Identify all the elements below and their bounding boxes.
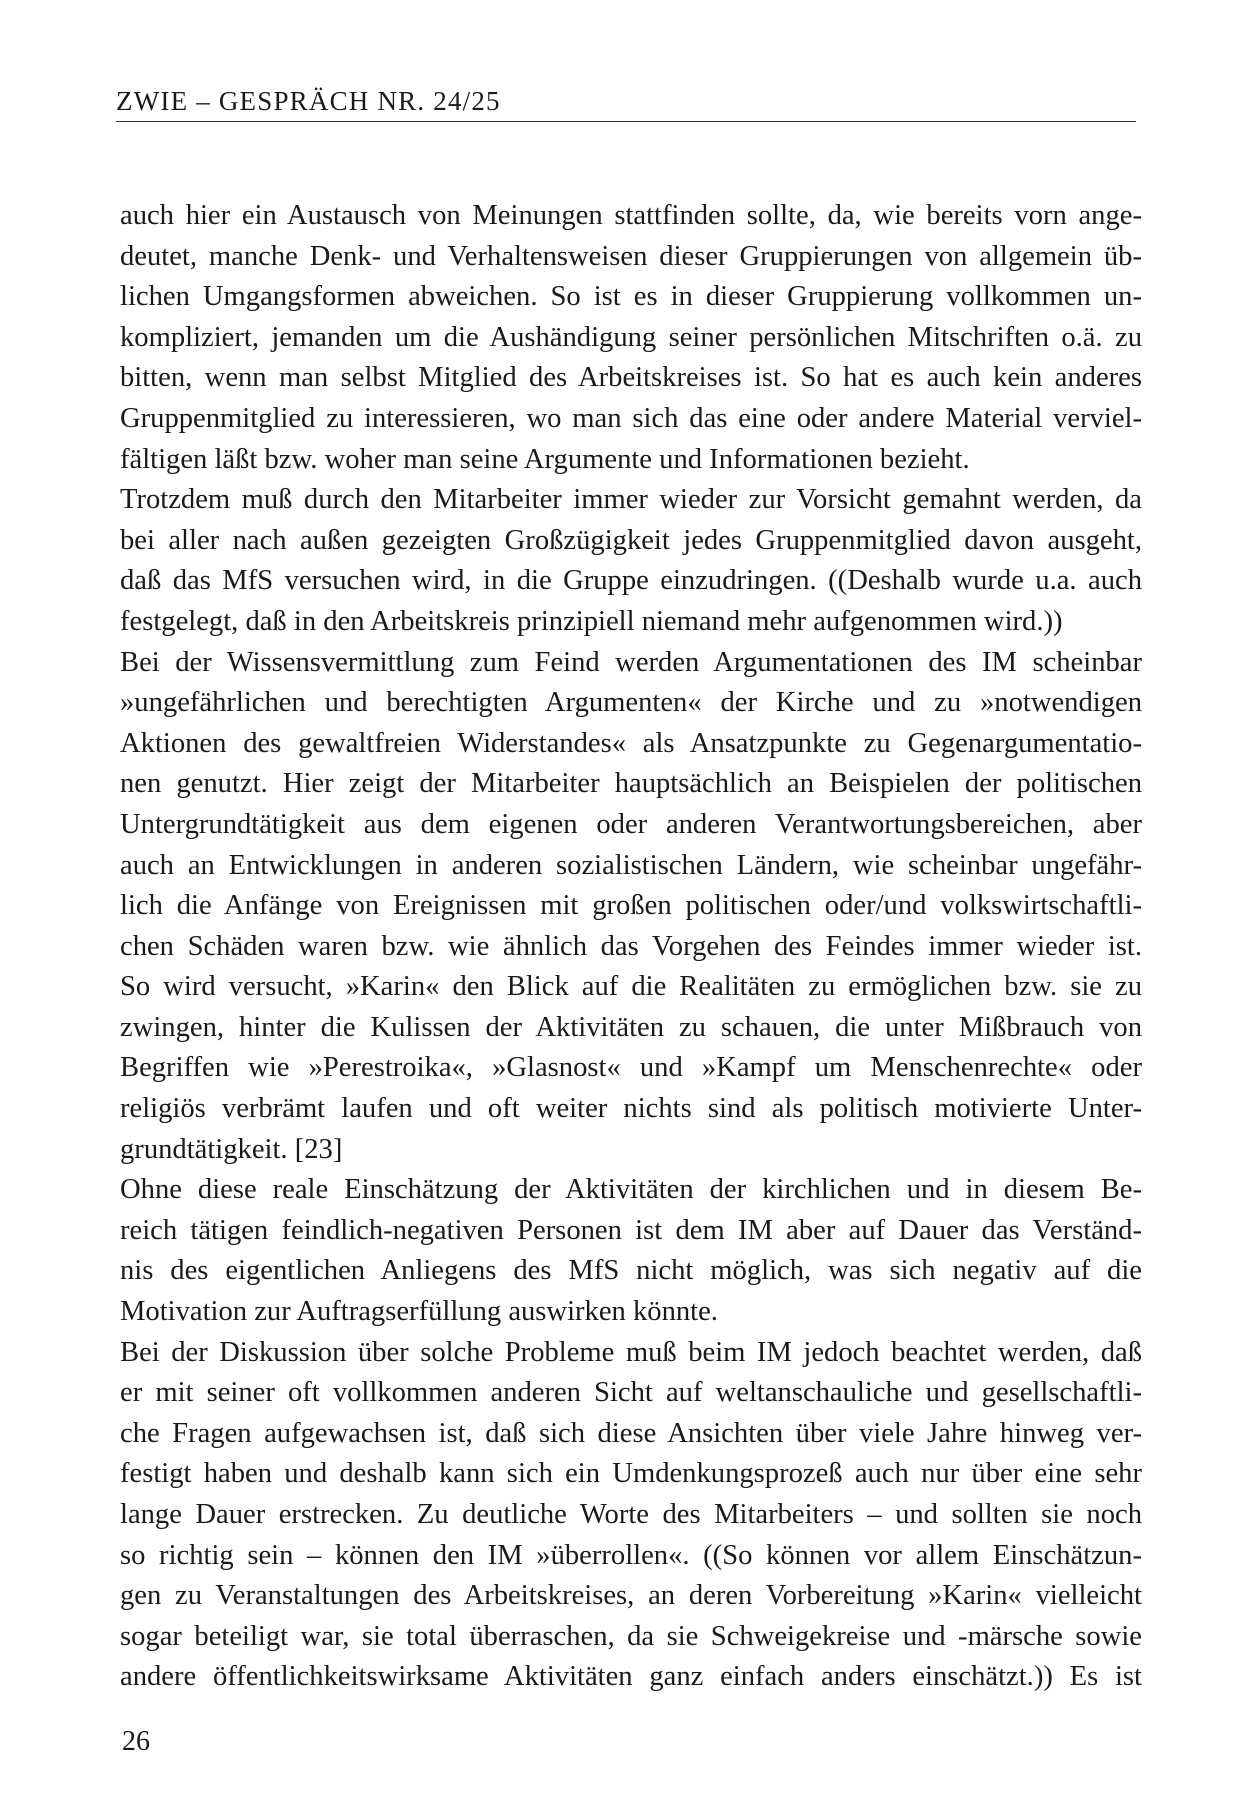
text-line: Motivation zur Auftragserfüllung auswirken könnte. bbox=[120, 1296, 718, 1328]
text-line: religiös verbrämt laufen und oft weiter nichts sind als politisch motivierte Unter- bbox=[120, 1093, 1142, 1125]
text-line: Bei der Diskussion über solche Probleme muß beim IM jedoch beachtet werden, daß bbox=[120, 1336, 1142, 1368]
text-line: nen genutzt. Hier zeigt der Mitarbeiter hauptsächlich an Beispielen der politischen bbox=[120, 768, 1142, 800]
text-line: fältigen läßt bzw. woher man seine Argumente und Informationen bezieht. bbox=[120, 443, 970, 475]
body-text bbox=[120, 196, 1142, 1698]
text-line: che Fragen aufgewachsen ist, daß sich diese Ansichten über viele Jahre hinweg ver- bbox=[120, 1417, 1142, 1449]
text-line: grundtätigkeit. [23] bbox=[120, 1133, 343, 1165]
text-line: bitten, wenn man selbst Mitglied des Arbeitskreises ist. So hat es auch kein anderes bbox=[120, 362, 1142, 394]
text-line: reich tätigen feindlich-negativen Personen ist dem IM aber auf Dauer das Verständ- bbox=[120, 1214, 1142, 1246]
text-line: Bei der Wissensvermittlung zum Feind werden Argumentationen des IM scheinbar bbox=[120, 646, 1142, 678]
text-line: bei aller nach außen gezeigten Großzügigkeit jedes Gruppenmitglied davon ausgeht, bbox=[120, 524, 1142, 556]
text-line: Ohne diese reale Einschätzung der Aktivitäten der kirchlichen und in diesem Be- bbox=[120, 1174, 1142, 1206]
text-line: auch hier ein Austausch von Meinungen stattfinden sollte, da, wie bereits vorn ange- bbox=[120, 200, 1142, 231]
text-line: andere öffentlichkeitswirksame Aktivitäten ganz einfach anders einschätzt.)) Es ist bbox=[120, 1661, 1142, 1693]
text-line: chen Schäden waren bzw. wie ähnlich das Vorgehen des Feindes immer wieder ist. bbox=[120, 930, 1142, 962]
text-line: deutet, manche Denk- und Verhaltensweisen dieser Gruppierungen von allgemein üb- bbox=[120, 240, 1142, 272]
text-line: so richtig sein – können den IM »überrollen«. ((So können vor allem Einschätzun- bbox=[120, 1539, 1142, 1571]
text-line: Untergrundtätigkeit aus dem eigenen oder anderen Verantwortungsbereichen, aber bbox=[120, 808, 1142, 840]
text-line: auch an Entwicklungen in anderen sozialistischen Ländern, wie scheinbar ungefähr- bbox=[120, 849, 1142, 881]
text-line: zwingen, hinter die Kulissen der Aktivitäten zu schauen, die unter Mißbrauch von bbox=[120, 1011, 1142, 1043]
text-line: lange Dauer erstrecken. Zu deutliche Worte des Mitarbeiters – und sollten sie noch bbox=[120, 1499, 1142, 1530]
text-line: festigt haben und deshalb kann sich ein Umdenkungsprozeß auch nur über eine sehr bbox=[120, 1458, 1142, 1490]
text-line: sogar beteiligt war, sie total überraschen, da sie Schweigekreise und -märsche sowie bbox=[120, 1620, 1142, 1652]
running-head: ZWIE – GESPRÄCH NR. 24/25 bbox=[116, 86, 501, 116]
text-line: nis des eigentlichen Anliegens des MfS nicht möglich, was sich negativ auf die bbox=[120, 1255, 1142, 1287]
text-line: gen zu Veranstaltungen des Arbeitskreises, an deren Vorbereitung »Karin« vielleicht bbox=[120, 1580, 1142, 1612]
text-line: lich die Anfänge von Ereignissen mit großen politischen oder/und volkswirtschaftli- bbox=[120, 890, 1142, 922]
text-line: festgelegt, daß in den Arbeitskreis prinzipiell niemand mehr aufgenommen wird.)) bbox=[120, 605, 1063, 637]
header-rule bbox=[116, 121, 1136, 122]
text-line: Gruppenmitglied zu interessieren, wo man sich das eine oder andere Material verviel- bbox=[120, 402, 1142, 434]
text-line: »ungefährlichen und berechtigten Argumenten« der Kirche und zu »notwendigen bbox=[120, 687, 1142, 719]
page-number: 26 bbox=[122, 1726, 150, 1757]
text-line: So wird versucht, »Karin« den Blick auf die Realitäten zu ermöglichen bzw. sie zu bbox=[120, 971, 1142, 1003]
text-line: lichen Umgangsformen abweichen. So ist es in dieser Gruppierung vollkommen un- bbox=[120, 281, 1142, 313]
text-line: Aktionen des gewaltfreien Widerstandes« als Ansatzpunkte zu Gegenargumentatio- bbox=[120, 727, 1142, 759]
text-line: Begriffen wie »Perestroika«, »Glasnost« und »Kampf um Menschenrechte« oder bbox=[120, 1052, 1142, 1084]
text-line: Trotzdem muß durch den Mitarbeiter immer wieder zur Vorsicht gemahnt werden, da bbox=[120, 484, 1142, 516]
text-line: daß das MfS versuchen wird, in die Gruppe einzudringen. ((Deshalb wurde u.a. auch bbox=[120, 565, 1142, 597]
text-line: er mit seiner oft vollkommen anderen Sicht auf weltanschauliche und gesellschaftli- bbox=[120, 1377, 1142, 1409]
text-line: kompliziert, jemanden um die Aushändigung seiner persönlichen Mitschriften o.ä. zu bbox=[120, 321, 1142, 353]
